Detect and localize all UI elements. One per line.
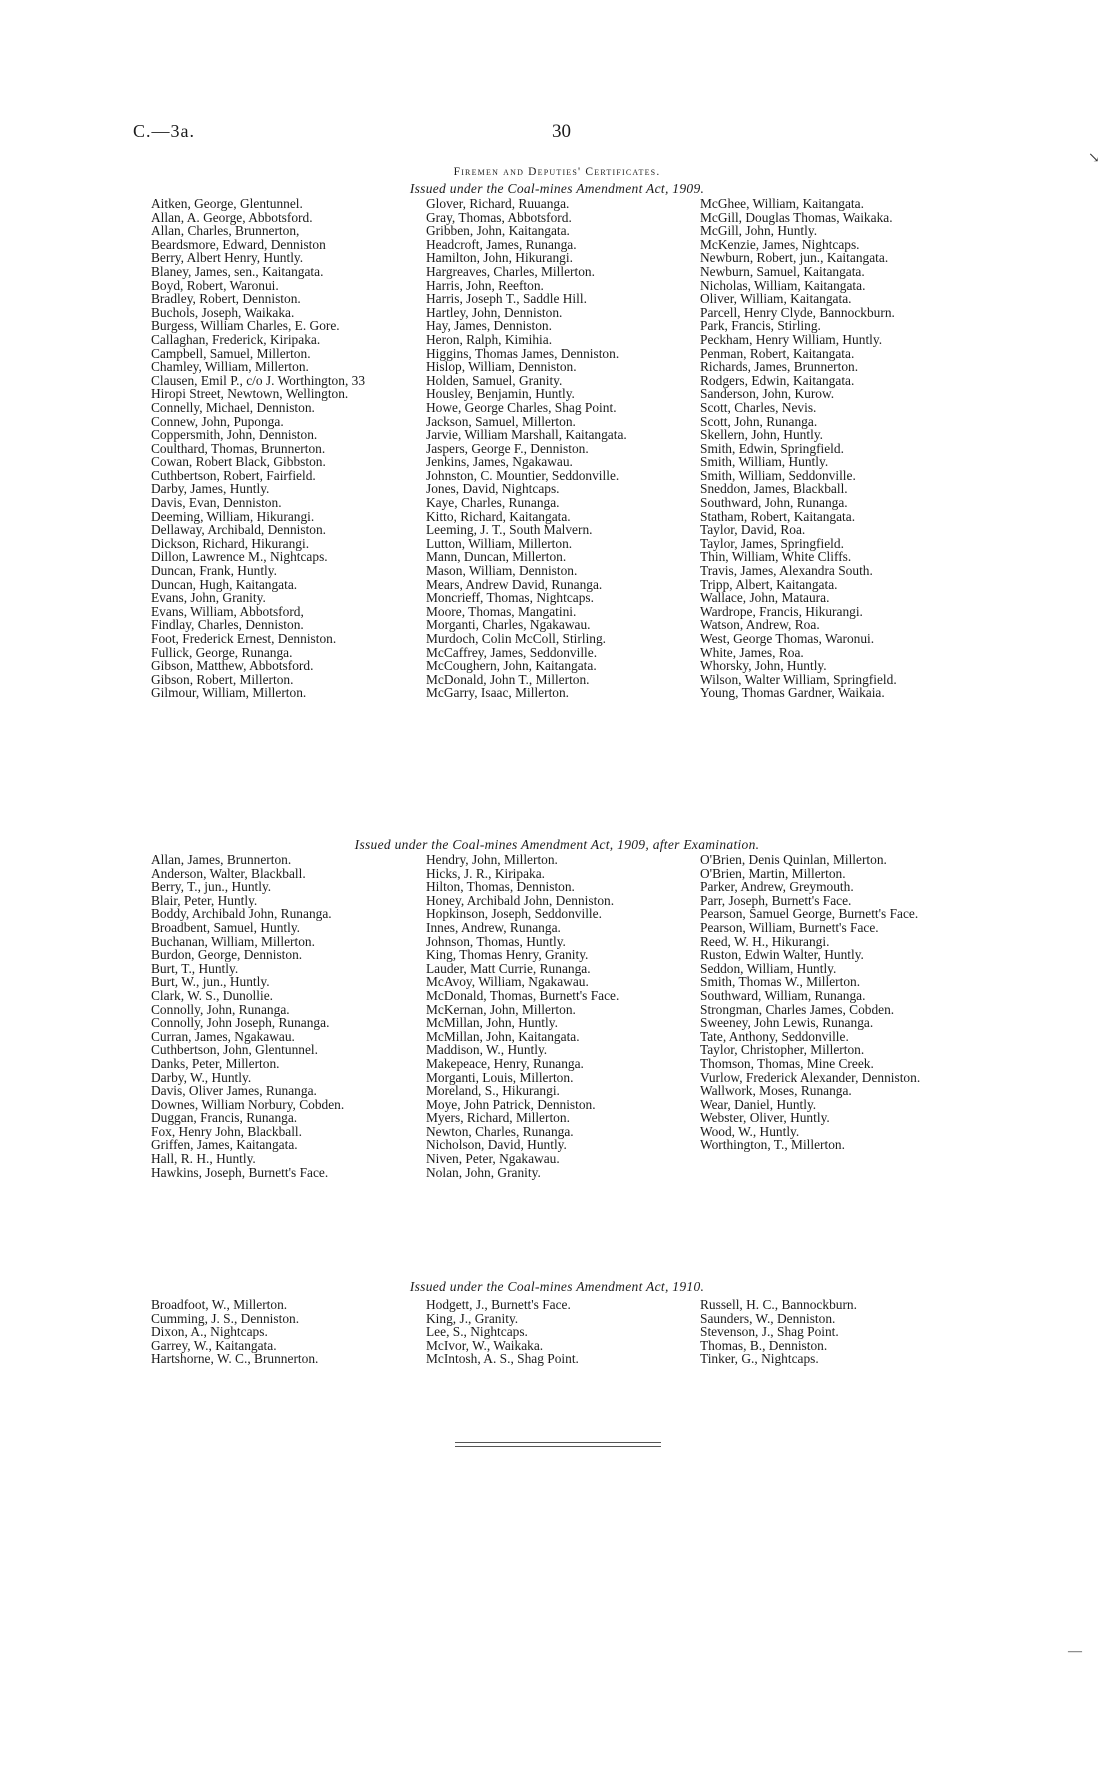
list-item: Parker, Andrew, Greymouth. bbox=[700, 879, 854, 895]
list-item: Johnston, C. Mountier, Seddonville. bbox=[426, 467, 620, 483]
list-item: McGill, Douglas Thomas, Waikaka. bbox=[700, 209, 893, 225]
list-item: Lauder, Matt Currie, Runanga. bbox=[426, 960, 591, 976]
list-item: Cumming, J. S., Denniston. bbox=[151, 1310, 300, 1326]
list-item: Hamilton, John, Hikurangi. bbox=[426, 250, 573, 266]
list-item: Strongman, Charles James, Cobden. bbox=[700, 1001, 895, 1017]
list-item: Murdoch, Colin McColl, Stirling. bbox=[426, 631, 607, 646]
list-item: Hislop, William, Denniston. bbox=[426, 359, 577, 375]
list-item: Thomson, Thomas, Mine Creek. bbox=[700, 1055, 874, 1071]
list-item: Smith, William, Huntly. bbox=[700, 454, 829, 470]
list-item: Harris, John, Reefton. bbox=[426, 277, 544, 293]
list-column bbox=[700, 1298, 970, 1366]
list-item: Jenkins, James, Ngakawau. bbox=[426, 454, 573, 470]
list-item: Heron, Ralph, Kimihia. bbox=[426, 331, 553, 347]
list-item: Connolly, John Joseph, Runanga. bbox=[151, 1015, 330, 1031]
list-item: Scott, John, Runanga. bbox=[700, 413, 818, 429]
list-item: White, James, Roa. bbox=[700, 644, 804, 660]
list-item: McCaffrey, James, Seddonville. bbox=[426, 644, 598, 660]
list-item: Moye, John Patrick, Denniston. bbox=[426, 1096, 596, 1112]
list-item: Hopkinson, Joseph, Seddonville. bbox=[426, 906, 602, 922]
list-item: McMillan, John, Kaitangata. bbox=[426, 1028, 580, 1044]
list-item: Jarvie, William Marshall, Kaitangata. bbox=[426, 427, 627, 443]
list-item: Stevenson, J., Shag Point. bbox=[700, 1324, 839, 1340]
list-item: Callaghan, Frederick, Kiripaka. bbox=[151, 331, 321, 347]
list-item: Holden, Samuel, Granity. bbox=[426, 372, 563, 388]
list-item: Wilson, Walter William, Springfield. bbox=[700, 671, 897, 687]
list-item: Southward, William, Runanga. bbox=[700, 987, 866, 1003]
list-item: Morganti, Louis, Millerton. bbox=[426, 1069, 574, 1085]
list-item: King, J., Granity. bbox=[426, 1310, 519, 1326]
closing-rule bbox=[455, 1446, 661, 1447]
list-item: Hartshorne, W. C., Brunnerton. bbox=[151, 1351, 319, 1367]
list-item: Parcell, Henry Clyde, Bannockburn. bbox=[700, 304, 895, 320]
list-item: Burgess, William Charles, E. Gore. bbox=[151, 318, 340, 334]
list-item: Buchols, Joseph, Waikaka. bbox=[151, 304, 295, 320]
list-item: Evans, John, Granity. bbox=[151, 590, 266, 606]
list-item: Moore, Thomas, Mangatini. bbox=[426, 603, 577, 619]
list-item: O'Brien, Denis Quinlan, Millerton. bbox=[700, 852, 887, 867]
list-item: Cuthbertson, Robert, Fairfield. bbox=[151, 467, 316, 483]
list-item: Southward, John, Runanga. bbox=[700, 495, 848, 511]
list-item: Hargreaves, Charles, Millerton. bbox=[426, 263, 595, 279]
list-item: Davis, Evan, Denniston. bbox=[151, 495, 282, 511]
list-item: Seddon, William, Huntly. bbox=[700, 960, 837, 976]
list-item: Chamley, William, Millerton. bbox=[151, 359, 309, 375]
list-item: Curran, James, Ngakawau. bbox=[151, 1028, 295, 1044]
list-column bbox=[151, 1298, 421, 1366]
list-item: Kitto, Richard, Kaitangata. bbox=[426, 508, 571, 524]
list-item: McIntosh, A. S., Shag Point. bbox=[426, 1351, 579, 1367]
list-item: Gribben, John, Kaitangata. bbox=[426, 223, 570, 239]
list-item: West, George Thomas, Waronui. bbox=[700, 631, 875, 646]
section-code: C.—3a. bbox=[133, 121, 195, 141]
list-item: Berry, T., jun., Huntly. bbox=[151, 879, 272, 895]
list-item: Watson, Andrew, Roa. bbox=[700, 617, 820, 633]
list-item: Kaye, Charles, Runanga. bbox=[426, 495, 560, 511]
list-item: Tinker, G., Nightcaps. bbox=[700, 1351, 819, 1367]
list-item: Newton, Charles, Runanga. bbox=[426, 1123, 574, 1139]
list-item: Tate, Anthony, Seddonville. bbox=[700, 1028, 849, 1044]
list-item: Allan, Charles, Brunnerton, bbox=[151, 223, 300, 239]
list-item: Dellaway, Archibald, Denniston. bbox=[151, 522, 327, 538]
list-item: Lee, S., Nightcaps. bbox=[426, 1324, 528, 1340]
list-item: McGarry, Isaac, Millerton. bbox=[426, 685, 570, 701]
list-item: Makepeace, Henry, Runanga. bbox=[426, 1055, 584, 1071]
list-item: Pearson, Samuel George, Burnett's Face. bbox=[700, 906, 919, 922]
list-item: Garrey, W., Kaitangata. bbox=[151, 1337, 277, 1353]
list-item: Russell, H. C., Bannockburn. bbox=[700, 1297, 857, 1312]
list-item: Dixon, A., Nightcaps. bbox=[151, 1324, 268, 1340]
list-item: Oliver, William, Kaitangata. bbox=[700, 291, 852, 307]
list-item: Burt, W., jun., Huntly. bbox=[151, 974, 270, 990]
list-column bbox=[151, 853, 421, 1179]
list-item: Clark, W. S., Dunollie. bbox=[151, 987, 274, 1003]
list-item: Mann, Duncan, Millerton. bbox=[426, 549, 567, 565]
list-column bbox=[151, 197, 403, 700]
list-item: Davis, Oliver James, Runanga. bbox=[151, 1083, 317, 1099]
list-item: Headcroft, James, Runanga. bbox=[426, 236, 577, 252]
list-item: Foot, Frederick Ernest, Denniston. bbox=[151, 631, 337, 646]
list-item: Jackson, Samuel, Millerton. bbox=[426, 413, 576, 429]
list-item: Leeming, J. T., South Malvern. bbox=[426, 522, 593, 538]
list-item: Glover, Richard, Ruuanga. bbox=[426, 196, 570, 211]
list-item: Scott, Charles, Nevis. bbox=[700, 399, 817, 415]
list-item: Anderson, Walter, Blackball. bbox=[151, 865, 306, 881]
list-item: Morganti, Charles, Ngakawau. bbox=[426, 617, 591, 633]
list-item: Gibson, Matthew, Abbotsford. bbox=[151, 658, 314, 674]
list-item: Taylor, Christopher, Millerton. bbox=[700, 1042, 865, 1058]
list-item: Higgins, Thomas James, Denniston. bbox=[426, 345, 620, 361]
list-item: McMillan, John, Huntly. bbox=[426, 1015, 558, 1031]
list-item: Taylor, David, Roa. bbox=[700, 522, 806, 538]
list-item: Mason, William, Denniston. bbox=[426, 563, 578, 579]
list-item: Griffen, James, Kaitangata. bbox=[151, 1137, 298, 1153]
section-heading-1909: Issued under the Coal-mines Amendment Act, 1909. bbox=[409, 181, 705, 196]
list-item: Taylor, James, Springfield. bbox=[700, 535, 844, 551]
list-item: Dillon, Lawrence M., Nightcaps. bbox=[151, 549, 328, 565]
list-item: Wardrope, Francis, Hikurangi. bbox=[700, 603, 863, 619]
list-item: Darby, James, Huntly. bbox=[151, 481, 270, 497]
list-item: Wallace, John, Mataura. bbox=[700, 590, 830, 606]
list-item: Penman, Robert, Kaitangata. bbox=[700, 345, 855, 361]
list-item: McKernan, John, Millerton. bbox=[426, 1001, 576, 1017]
list-item: Allan, A. George, Abbotsford. bbox=[151, 209, 313, 225]
list-item: Skellern, John, Huntly. bbox=[700, 427, 823, 443]
list-item: Broadfoot, W., Millerton. bbox=[151, 1297, 288, 1312]
list-item: Johnson, Thomas, Huntly. bbox=[426, 933, 566, 949]
list-item: Beardsmore, Edward, Denniston bbox=[151, 236, 326, 252]
list-item: Harris, Joseph T., Saddle Hill. bbox=[426, 291, 587, 307]
list-item: Broadbent, Samuel, Huntly. bbox=[151, 919, 301, 935]
list-item: Boddy, Archibald John, Runanga. bbox=[151, 906, 332, 922]
list-item: O'Brien, Martin, Millerton. bbox=[700, 865, 846, 881]
list-item: Hilton, Thomas, Denniston. bbox=[426, 879, 575, 895]
list-item: Hawkins, Joseph, Burnett's Face. bbox=[151, 1164, 329, 1180]
list-item: Wood, W., Huntly. bbox=[700, 1123, 800, 1139]
list-item: Danks, Peter, Millerton. bbox=[151, 1055, 280, 1071]
document-title: Firemen and Deputies' Certificates. bbox=[453, 166, 661, 178]
list-item: Moncrieff, Thomas, Nightcaps. bbox=[426, 590, 594, 606]
list-item: Hodgett, J., Burnett's Face. bbox=[426, 1297, 571, 1312]
list-item: Findlay, Charles, Denniston. bbox=[151, 617, 304, 633]
list-item: Fullick, George, Runanga. bbox=[151, 644, 293, 660]
list-item: Jones, David, Nightcaps. bbox=[426, 481, 560, 497]
list-item: Honey, Archibald John, Denniston. bbox=[426, 892, 615, 908]
list-item: Webster, Oliver, Huntly. bbox=[700, 1110, 830, 1126]
list-item: Blaney, James, sen., Kaitangata. bbox=[151, 263, 324, 279]
list-item: Hay, James, Denniston. bbox=[426, 318, 552, 334]
list-item: Buchanan, William, Millerton. bbox=[151, 933, 315, 949]
list-item: Aitken, George, Glentunnel. bbox=[151, 196, 303, 211]
list-item: Sanderson, John, Kurow. bbox=[700, 386, 835, 402]
list-item: Boyd, Robert, Waronui. bbox=[151, 277, 279, 293]
list-item: Burdon, George, Denniston. bbox=[151, 947, 303, 963]
list-item: Berry, Albert Henry, Huntly. bbox=[151, 250, 304, 266]
list-item: Smith, William, Seddonville. bbox=[700, 467, 856, 483]
list-item: Hicks, J. R., Kiripaka. bbox=[426, 865, 546, 881]
list-item: Mears, Andrew David, Runanga. bbox=[426, 576, 603, 592]
list-item: Thin, William, White Cliffs. bbox=[700, 549, 852, 565]
list-item: Saunders, W., Denniston. bbox=[700, 1310, 836, 1326]
page-number: 30 bbox=[552, 121, 571, 142]
section-heading-1910: Issued under the Coal-mines Amendment Act, 1910. bbox=[409, 1279, 705, 1294]
list-item: Park, Francis, Stirling. bbox=[700, 318, 821, 334]
list-item: Cuthbertson, John, Glentunnel. bbox=[151, 1042, 318, 1058]
list-column bbox=[700, 197, 970, 700]
list-item: Maddison, W., Huntly. bbox=[426, 1042, 548, 1058]
list-item: Vurlow, Frederick Alexander, Denniston. bbox=[700, 1069, 921, 1085]
list-item: Hendry, John, Millerton. bbox=[426, 852, 558, 867]
list-item: Moreland, S., Hikurangi. bbox=[426, 1083, 560, 1099]
list-item: Connelly, Michael, Denniston. bbox=[151, 399, 315, 415]
list-item: Niven, Peter, Ngakawau. bbox=[426, 1151, 560, 1167]
list-item: Sneddon, James, Blackball. bbox=[700, 481, 848, 497]
list-item: Reed, W. H., Hikurangi. bbox=[700, 933, 830, 949]
list-item: Ruston, Edwin Walter, Huntly. bbox=[700, 947, 864, 963]
list-item: Travis, James, Alexandra South. bbox=[700, 563, 873, 579]
list-item: Coulthard, Thomas, Brunnerton. bbox=[151, 440, 326, 456]
list-item: McAvoy, William, Ngakawau. bbox=[426, 974, 589, 990]
list-item: Peckham, Henry William, Huntly. bbox=[700, 331, 883, 347]
list-item: Nicholson, David, Huntly. bbox=[426, 1137, 567, 1153]
list-item: McKenzie, James, Nightcaps. bbox=[700, 236, 860, 252]
list-item: Allan, James, Brunnerton. bbox=[151, 852, 292, 867]
list-column bbox=[426, 853, 696, 1179]
list-item: Thomas, B., Denniston. bbox=[700, 1337, 828, 1353]
list-item: McGhee, William, Kaitangata. bbox=[700, 196, 864, 211]
list-item: Gibson, Robert, Millerton. bbox=[151, 671, 294, 687]
list-item: Lutton, William, Millerton. bbox=[426, 535, 573, 551]
list-item: Sweeney, John Lewis, Runanga. bbox=[700, 1015, 874, 1031]
list-item: Newburn, Samuel, Kaitangata. bbox=[700, 263, 865, 279]
list-item: Wear, Daniel, Huntly. bbox=[700, 1096, 817, 1112]
list-item: Whorsky, John, Huntly. bbox=[700, 658, 827, 674]
list-item: Pearson, William, Burnett's Face. bbox=[700, 919, 879, 935]
list-item: Statham, Robert, Kaitangata. bbox=[700, 508, 856, 524]
list-item: King, Thomas Henry, Granity. bbox=[426, 947, 589, 963]
list-item: McIvor, W., Waikaka. bbox=[426, 1337, 544, 1353]
list-item: Gilmour, William, Millerton. bbox=[151, 685, 307, 701]
scan-mark: — bbox=[1068, 1644, 1082, 1659]
list-column bbox=[426, 1298, 696, 1366]
list-item: Smith, Edwin, Springfield. bbox=[700, 440, 844, 456]
list-item: Wallwork, Moses, Runanga. bbox=[700, 1083, 852, 1099]
list-item: Bradley, Robert, Denniston. bbox=[151, 291, 301, 307]
list-item: McDonald, Thomas, Burnett's Face. bbox=[426, 987, 620, 1003]
list-item: Connolly, John, Runanga. bbox=[151, 1001, 290, 1017]
list-item: Jaspers, George F., Denniston. bbox=[426, 440, 589, 456]
list-item: Hall, R. H., Huntly. bbox=[151, 1151, 256, 1167]
section-heading-1909-examination: Issued under the Coal-mines Amendment Act, 1909, after Examination. bbox=[354, 837, 760, 852]
list-item: Downes, William Norbury, Cobden. bbox=[151, 1096, 345, 1112]
list-item: Campbell, Samuel, Millerton. bbox=[151, 345, 311, 361]
list-item: Duggan, Francis, Runanga. bbox=[151, 1110, 298, 1126]
list-item: Myers, Richard, Millerton. bbox=[426, 1110, 570, 1126]
list-item: Darby, W., Huntly. bbox=[151, 1069, 252, 1085]
list-item: Cowan, Robert Black, Gibbston. bbox=[151, 454, 326, 470]
list-item: Gray, Thomas, Abbotsford. bbox=[426, 209, 572, 225]
list-column bbox=[700, 853, 946, 1152]
list-item: Richards, James, Brunnerton. bbox=[700, 359, 859, 375]
list-item: Blair, Peter, Huntly. bbox=[151, 892, 258, 908]
list-item: Burt, T., Huntly. bbox=[151, 960, 239, 976]
scan-mark: ↘ bbox=[1088, 151, 1100, 166]
list-item: Worthington, T., Millerton. bbox=[700, 1137, 845, 1153]
list-item: Smith, Thomas W., Millerton. bbox=[700, 974, 861, 990]
list-item: Nicholas, William, Kaitangata. bbox=[700, 277, 866, 293]
list-item: Dickson, Richard, Hikurangi. bbox=[151, 535, 310, 551]
list-item: McGill, John, Huntly. bbox=[700, 223, 818, 239]
list-item: Duncan, Frank, Huntly. bbox=[151, 563, 277, 579]
list-item: McCoughern, John, Kaitangata. bbox=[426, 658, 597, 674]
list-item: Clausen, Emil P., c/o J. Worthington, 33 Hiropi Street, Newtown, Wellington. bbox=[151, 372, 366, 402]
list-item: Young, Thomas Gardner, Waikaia. bbox=[700, 685, 885, 701]
list-item: Coppersmith, John, Denniston. bbox=[151, 427, 318, 443]
list-item: Innes, Andrew, Runanga. bbox=[426, 919, 561, 935]
list-item: Housley, Benjamin, Huntly. bbox=[426, 386, 575, 402]
list-item: Connew, John, Puponga. bbox=[151, 413, 284, 429]
list-item: Howe, George Charles, Shag Point. bbox=[426, 399, 617, 415]
list-item: Deeming, William, Hikurangi. bbox=[151, 508, 315, 524]
list-item: Parr, Joseph, Burnett's Face. bbox=[700, 892, 852, 908]
list-column bbox=[426, 197, 696, 700]
list-item: Nolan, John, Granity. bbox=[426, 1164, 541, 1180]
list-item: McDonald, John T., Millerton. bbox=[426, 671, 590, 687]
list-item: Hartley, John, Denniston. bbox=[426, 304, 563, 320]
list-item: Duncan, Hugh, Kaitangata. bbox=[151, 576, 298, 592]
list-item: Tripp, Albert, Kaitangata. bbox=[700, 576, 838, 592]
list-item: Fox, Henry John, Blackball. bbox=[151, 1123, 302, 1139]
list-item: Evans, William, Abbotsford, bbox=[151, 603, 304, 619]
closing-rule bbox=[455, 1442, 661, 1443]
list-item: Newburn, Robert, jun., Kaitangata. bbox=[700, 250, 889, 266]
list-item: Rodgers, Edwin, Kaitangata. bbox=[700, 372, 855, 388]
